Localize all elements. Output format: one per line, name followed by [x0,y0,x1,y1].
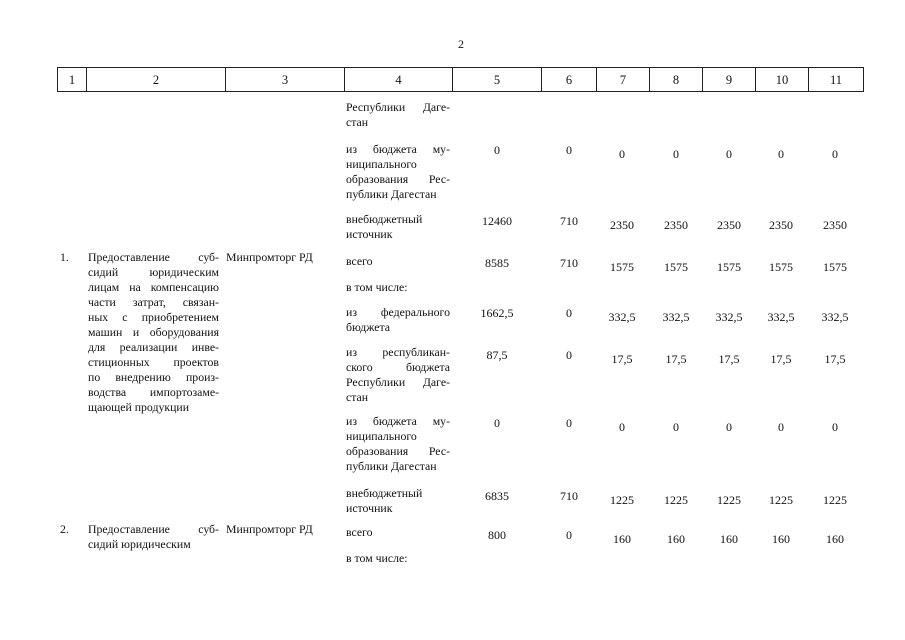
value-cell: 710 [560,489,578,503]
value-cell: 1225 [610,493,634,507]
value-cell: 332,5 [821,310,849,324]
value-cell: 1225 [664,493,688,507]
value-cell: 0 [566,306,572,320]
value-cell: 332,5 [767,310,795,324]
value-cell: 0 [494,416,500,430]
value-cell: 2350 [610,218,634,232]
header-col-2: 2 [87,67,226,92]
source-label: в том числе: [346,551,408,565]
value-cell: 2350 [717,218,741,232]
table-header-row [57,67,864,94]
source-label: всего [346,254,373,268]
value-cell: 160 [772,532,790,546]
value-cell: 0 [673,147,679,161]
source-label: внебюджетный источник [346,212,423,241]
value-cell: 0 [566,143,572,157]
value-cell: 710 [560,256,578,270]
measure-number: 1. [60,250,69,264]
value-cell: 17,5 [665,352,687,366]
source-label: всего [346,525,373,539]
source-label: внебюджетный источник [346,486,423,515]
source-label: Республики Даге- стан [346,100,450,129]
header-col-3: 3 [226,67,345,92]
header-col-7: 7 [597,67,650,92]
value-cell: 710 [560,214,578,228]
source-label: из республикан- ского бюджета Республики Даге- стан [346,345,450,404]
header-col-10: 10 [756,67,809,92]
measure-executor: Минпромторг РД [226,522,313,536]
value-cell: 1225 [823,493,847,507]
value-cell: 0 [494,143,500,157]
header-col-9: 9 [703,67,756,92]
value-cell: 0 [832,420,838,434]
value-cell: 2350 [769,218,793,232]
value-cell: 17,5 [718,352,740,366]
value-cell: 1225 [769,493,793,507]
value-cell: 1225 [717,493,741,507]
value-cell: 1575 [823,260,847,274]
value-cell: 6835 [485,489,509,503]
value-cell: 332,5 [608,310,636,324]
value-cell: 1575 [610,260,634,274]
value-cell: 1575 [717,260,741,274]
value-cell: 17,5 [770,352,792,366]
header-col-6: 6 [542,67,597,92]
measure-name: Предоставление суб- сидий юридическим лицам на компенсацию части затрат, связан- ных с приобретением машин и оборудования для реализации инве- стиционных проектов по внедрению произ- водства импортозаме- щающей продукции [88,250,219,414]
value-cell: 0 [726,420,732,434]
header-col-8: 8 [650,67,703,92]
source-label: из бюджета му- ниципального образования Рес- публики Дагестан [346,414,450,473]
header-col-1: 1 [57,67,87,92]
value-cell: 1575 [769,260,793,274]
header-col-4: 4 [345,67,453,92]
value-cell: 12460 [482,214,512,228]
value-cell: 160 [613,532,631,546]
measure-name: Предоставление суб- сидий юридическим [88,522,219,551]
value-cell: 0 [619,420,625,434]
value-cell: 87,5 [486,348,508,362]
value-cell: 0 [619,147,625,161]
value-cell: 332,5 [715,310,743,324]
value-cell: 1575 [664,260,688,274]
header-col-5: 5 [453,67,542,92]
value-cell: 0 [566,348,572,362]
value-cell: 0 [778,147,784,161]
value-cell: 160 [826,532,844,546]
source-label: из федерального бюджета [346,305,450,334]
value-cell: 8585 [485,256,509,270]
value-cell: 0 [832,147,838,161]
value-cell: 0 [778,420,784,434]
value-cell: 332,5 [662,310,690,324]
source-label: в том числе: [346,280,408,294]
value-cell: 800 [488,528,506,542]
value-cell: 2350 [664,218,688,232]
value-cell: 2350 [823,218,847,232]
value-cell: 0 [726,147,732,161]
value-cell: 160 [667,532,685,546]
value-cell: 0 [673,420,679,434]
header-col-11: 11 [809,67,864,92]
page-number: 2 [458,37,464,51]
value-cell: 1662,5 [480,306,514,320]
value-cell: 0 [566,416,572,430]
value-cell: 0 [566,528,572,542]
value-cell: 17,5 [611,352,633,366]
value-cell: 17,5 [824,352,846,366]
measure-number: 2. [60,522,69,536]
source-label: из бюджета му- ниципального образования Рес- публики Дагестан [346,142,450,201]
value-cell: 160 [720,532,738,546]
measure-executor: Минпромторг РД [226,250,313,264]
